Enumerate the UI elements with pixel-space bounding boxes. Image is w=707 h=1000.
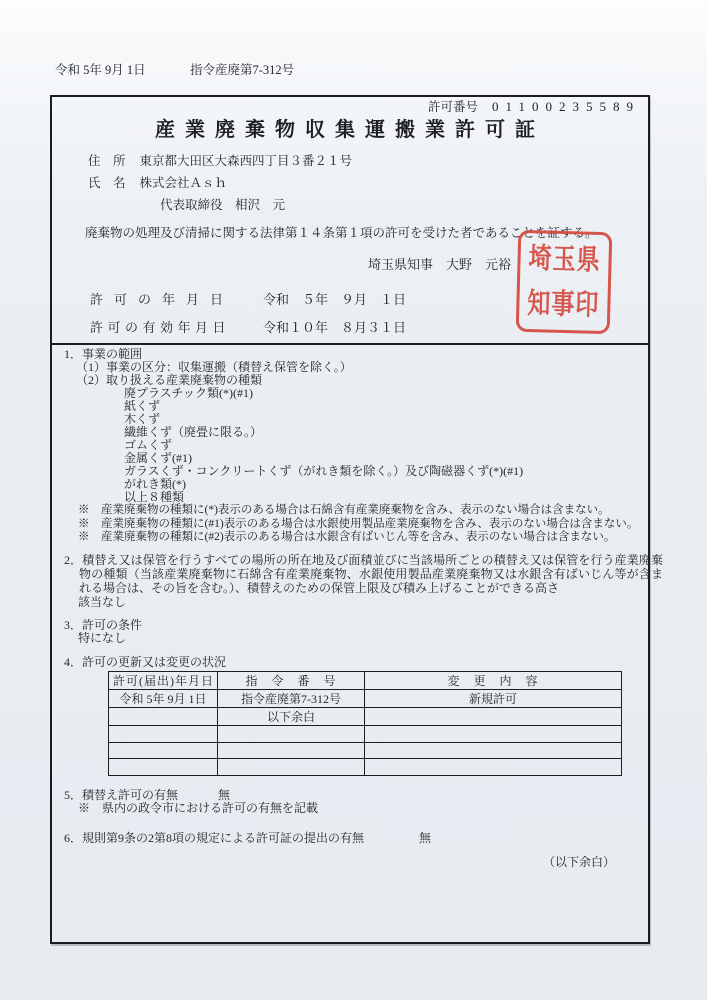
waste-type-item: ガラスくず・コンクリートくず（がれき類を除く。）及び陶磁器くず(*)(#1) [124, 464, 524, 478]
asterisk-notes [78, 504, 638, 545]
issuer-name: 埼玉県知事 大野 元裕 [368, 257, 512, 272]
amendment-history-table [108, 671, 622, 776]
section1-item2: （2）取り扱える産業廃棄物の種類 [76, 373, 263, 387]
section6-heading: 6．規則第9条の2第8項の規定による許可証の提出の有無 [64, 831, 365, 845]
permit-number-value: 01100235589 [491, 99, 640, 114]
section6-row [64, 832, 431, 845]
table-header-row [109, 672, 622, 690]
cell-change [365, 726, 622, 743]
seal-row-top: 埼玉県 [528, 242, 602, 276]
table-row [109, 708, 622, 726]
section5-note: ※ 県内の政令市における許可の有無を記載 [78, 801, 319, 815]
holder-name-row [88, 173, 227, 191]
cell-directive [218, 742, 365, 759]
governor-seal-icon [516, 230, 613, 334]
waste-type-total: 以上８種類 [124, 490, 185, 504]
name-value: 株式会社Ａｓｈ [139, 176, 228, 190]
cell-date [109, 742, 218, 759]
cell-directive [218, 726, 365, 743]
cell-directive: 指令産廃第7-312号 [218, 690, 365, 708]
seal-row-bottom: 知事印 [527, 287, 600, 321]
cell-date [109, 708, 218, 726]
section6-value: 無 [419, 831, 432, 845]
directive-number: 指令産廃第7-312号 [190, 63, 295, 77]
table-row [109, 690, 622, 708]
section5-heading: 5．積替え許可の有無 [64, 788, 179, 802]
name-label: 氏 名 [88, 176, 126, 190]
permit-date-value: 令和 ５年 ９月 １日 [263, 292, 407, 307]
waste-type-item: 繊維くず（廃畳に限る。） [124, 425, 263, 439]
section2-value: 該当なし [78, 595, 127, 609]
valid-date-label: 許可の有効年月日 [90, 320, 231, 335]
col-header-change: 変 更 内 容 [365, 672, 622, 690]
section3-value: 特になし [78, 631, 127, 645]
col-header-directive: 指 令 番 号 [218, 672, 365, 690]
footer-blank-note: （以下余白） [543, 855, 616, 869]
cell-change [365, 742, 622, 759]
table-row [109, 759, 622, 776]
section2-heading: 2．積替え又は保管を行うすべての場所の所在地及び面積並びに当該場所ごとの積替え又は保管を行う産業廃棄物の種類（当該産業廃棄物に石綿含有産業廃棄物、水銀使用製品産業廃棄物又は水銀含有ばいじん等が含まれる場合は、その旨を含む。）、積替えのための保管上限及び積み上げることができる高さ [64, 553, 663, 596]
waste-type-item: 廃プラスチック類(*)(#1) [124, 386, 254, 400]
section5-value: 無 [218, 788, 231, 802]
section1-heading: 1．事業の範囲 [64, 347, 143, 361]
issue-date: 令和 5年 9月 1日 [55, 63, 146, 77]
cell-change [365, 759, 622, 776]
cell-change: 新規許可 [365, 690, 622, 708]
table-row [109, 742, 622, 759]
cell-date [109, 759, 218, 776]
permit-number-label: 許可番号 [427, 100, 478, 114]
note-line: ※ 産業廃棄物の種類に(*)表示のある場合は石綿含有産業廃棄物を含み、表示のない場合は含まない。 [78, 504, 610, 516]
address-value: 東京都大田区大森西四丁目３番２１号 [139, 154, 353, 168]
note-line: ※ 産業廃棄物の種類に(#2)表示のある場合は水銀含有ばいじん等を含み、表示のない場合は含まない。 [78, 531, 616, 543]
waste-type-list [124, 387, 523, 504]
cell-date: 令和 5年 9月 1日 [109, 690, 218, 708]
table-row [109, 726, 622, 743]
col-header-date: 許可(届出)年月日 [109, 672, 218, 690]
section4-heading: 4．許可の更新又は変更の状況 [64, 655, 227, 669]
note-line: ※ 産業廃棄物の種類に(#1)表示のある場合は水銀使用製品産業廃棄物を含み、表示のない場合は含まない。 [78, 517, 639, 530]
address-label: 住 所 [88, 154, 126, 168]
certificate-title: 産業廃棄物収集運搬業許可証 [155, 119, 545, 141]
permit-date-label: 許可の年月日 [90, 292, 235, 307]
cell-directive [218, 759, 365, 776]
waste-type-item: 紙くず [124, 399, 161, 413]
waste-type-item: ゴムくず [124, 438, 173, 452]
holder-address-row [88, 151, 352, 169]
section3-heading: 3．許可の条件 [64, 618, 143, 632]
cell-date [109, 726, 218, 743]
waste-type-item: 金属くず(#1) [124, 451, 192, 465]
cell-directive: 以下余白 [218, 708, 365, 726]
certification-statement: 廃棄物の処理及び清掃に関する法律第１４条第１項の許可を受けた者であることを証する。 [85, 226, 598, 240]
section-divider-line [50, 343, 650, 345]
cell-change [365, 708, 622, 726]
waste-type-item: 木くず [124, 412, 161, 426]
valid-date-value: 令和１０年 ８月３１日 [263, 320, 407, 335]
section1-item1: （1）事業の区分：収集運搬（積替え保管を除く。） [76, 360, 352, 374]
representative-value: 代表取締役 相沢 元 [160, 198, 286, 212]
waste-type-item: がれき類(*) [124, 477, 186, 491]
